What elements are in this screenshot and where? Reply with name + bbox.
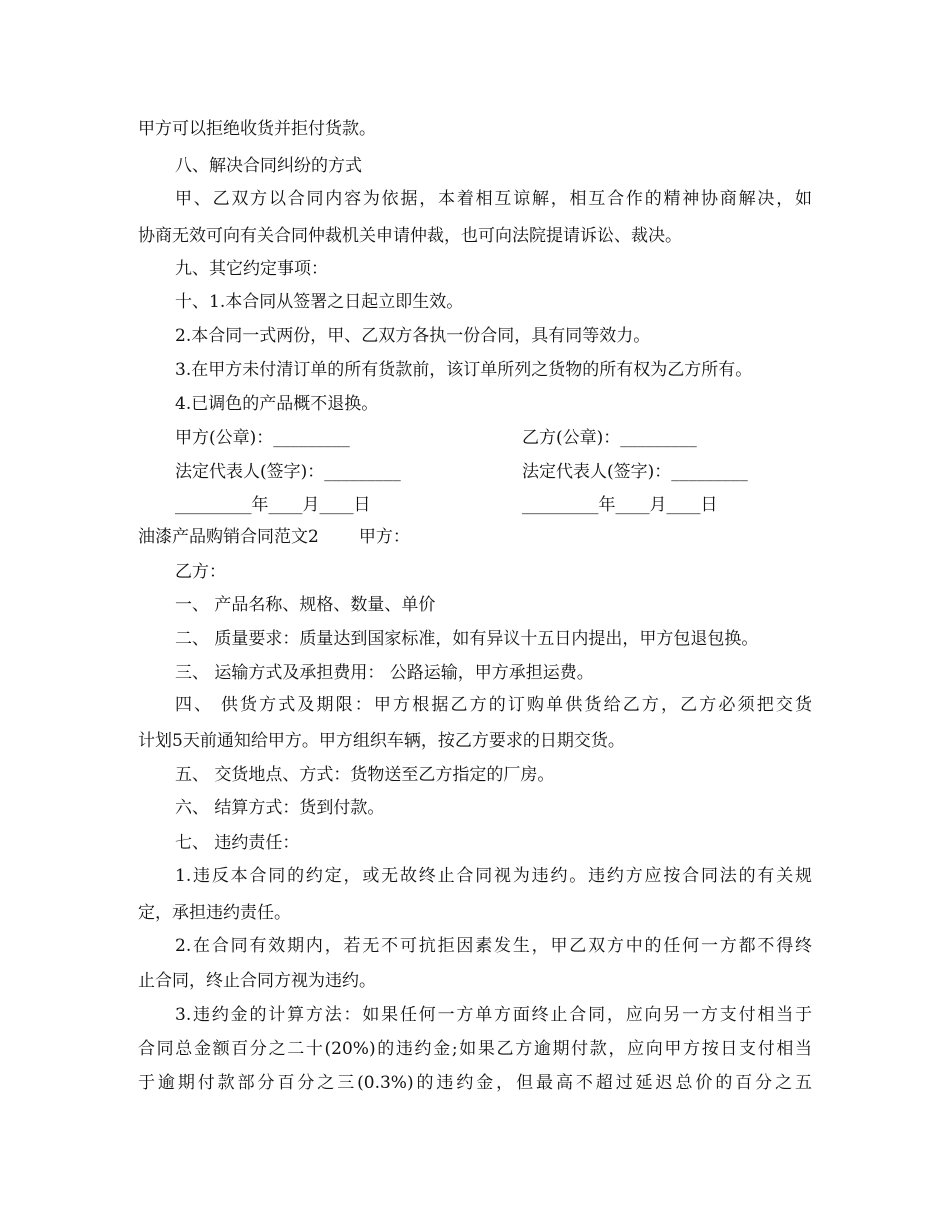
clause-line: 1.违反本合同的约定，或无故终止合同视为违约。违约方应按合同法的有关规 [175, 866, 812, 886]
party-a-date-line: _________年____月____日 [175, 495, 371, 515]
paragraph-line: 4.已调色的产品概不退换。 [175, 394, 379, 414]
clause-line: 二、 质量要求：质量达到国家标准，如有异议十五日内提出，甲方包退包换。 [175, 629, 759, 649]
party-b-rep-line: 法定代表人(签字)：_________ [522, 462, 748, 482]
clause-line: 止合同，终止合同方视为违约。 [138, 971, 376, 991]
party-a-seal-line: 甲方(公章)：_________ [175, 428, 350, 448]
party-b-date-line: _________年____月____日 [522, 495, 718, 515]
paragraph-line: 甲方可以拒绝收货并拒付货款。 [138, 119, 376, 139]
clause-line: 五、 交货地点、方式：货物送至乙方指定的厂房。 [175, 765, 555, 785]
clause-line: 计划5天前通知给甲方。甲方组织车辆，按乙方要求的日期交货。 [138, 731, 625, 751]
clause-line: 2.在合同有效期内，若无不可抗拒因素发生，甲乙双方中的任何一方都不得终 [175, 936, 812, 956]
clause-line: 一、 产品名称、规格、数量、单价 [175, 595, 436, 615]
paragraph-line: 协商无效可向有关合同仲裁机关申请仲裁，也可向法院提请诉讼、裁决。 [138, 226, 682, 246]
party-a-rep-line: 法定代表人(签字)：_________ [175, 462, 401, 482]
clause-line: 六、 结算方式：货到付款。 [175, 798, 385, 818]
party-b-label: 乙方： [175, 562, 226, 582]
section-heading: 八、解决合同纠纷的方式 [175, 156, 362, 176]
clause-line: 合同总金额百分之二十(20%)的违约金;如果乙方逾期付款，应向甲方按日支付相当 [138, 1039, 812, 1059]
section-heading: 九、其它约定事项： [175, 259, 328, 279]
paragraph-line: 十、1.本合同从签署之日起立即生效。 [175, 292, 464, 312]
clause-line: 3.违约金的计算方法：如果任何一方单方面终止合同，应向另一方支付相当于 [175, 1005, 812, 1025]
clause-line: 于逾期付款部分百分之三(0.3%)的违约金，但最高不超过延迟总价的百分之五 [138, 1073, 812, 1093]
paragraph-line: 2.本合同一式两份，甲、乙双方各执一份合同，具有同等效力。 [175, 326, 651, 346]
party-b-seal-line: 乙方(公章)：_________ [522, 428, 697, 448]
clause-line: 四、 供货方式及期限：甲方根据乙方的订购单供货给乙方，乙方必须把交货 [175, 695, 812, 715]
clause-line: 定，承担违约责任。 [138, 903, 291, 923]
paragraph-line: 3.在甲方未付清订单的所有货款前，该订单所列之货物的所有权为乙方所有。 [175, 360, 753, 380]
clause-line: 七、 违约责任： [175, 833, 300, 853]
contract2-title: 油漆产品购销合同范文2 [138, 527, 319, 547]
paragraph-line: 甲、乙双方以合同内容为依据，本着相互谅解，相互合作的精神协商解决，如 [175, 189, 812, 209]
party-a-label: 甲方： [358, 527, 410, 547]
contract2-title-row [138, 526, 410, 548]
clause-line: 三、 运输方式及承担费用： 公路运输，甲方承担运费。 [175, 663, 594, 683]
